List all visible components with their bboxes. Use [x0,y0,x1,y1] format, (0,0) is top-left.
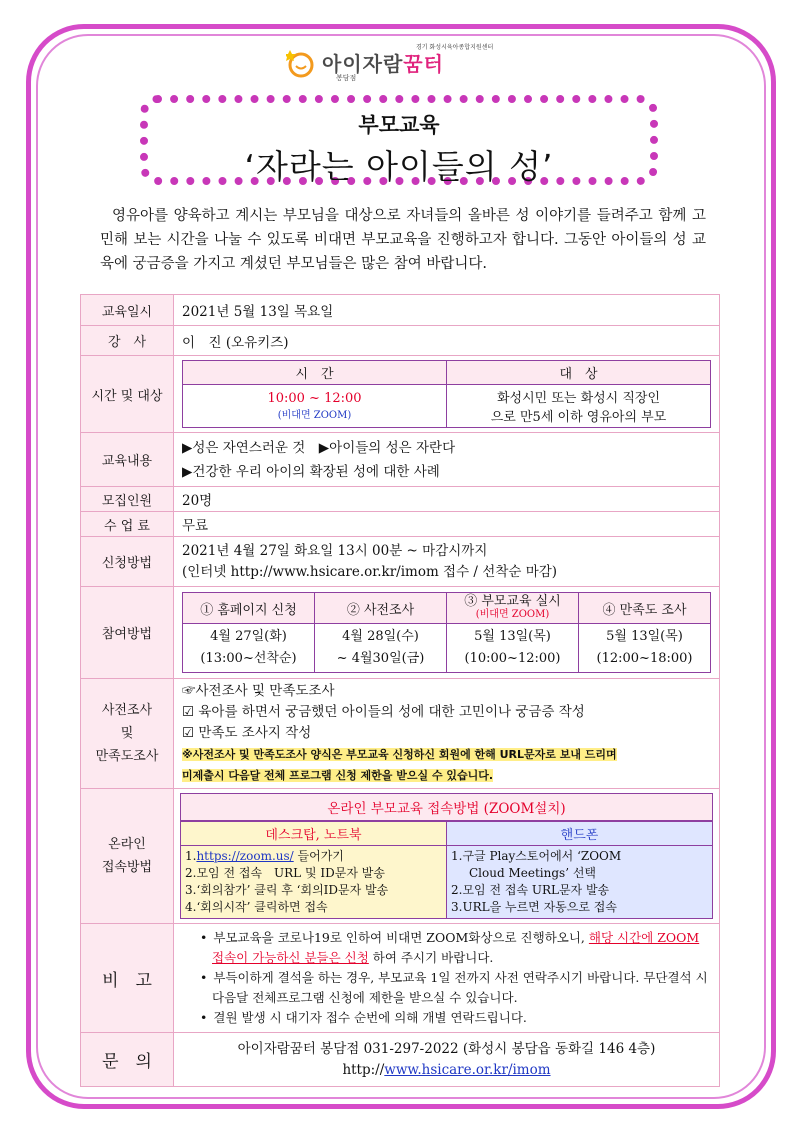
survey-line1: ☞사전조사 및 만족도조사 [182,683,335,699]
row-content [81,433,720,487]
label-survey-2: 및 [120,726,134,741]
row-lecturer [81,326,720,356]
logo-name: 아이자람꿈터 [322,52,444,76]
title-subject: 부모교육 [358,113,440,137]
step-3-title: ③ 부모교육 실시 [464,594,561,609]
step-1-detail: (13:00~선착순) [200,651,297,666]
title-box [140,95,658,185]
phone-step-3: 3.URL을 누르면 자동으로 접속 [451,900,617,914]
label-survey-1: 사전조사 [101,703,153,718]
time-note: (비대면 ZOOM) [277,410,352,421]
apply-line2: (인터넷 http://www.hsicare.or.kr/imom 접수 / 선착순 마감) [182,563,558,580]
desktop-step-4: 4.‘회의시작’ 클릭하면 접속 [185,900,328,914]
note-1: • 부모교육을 코로나19로 인하여 비대면 ZOOM화상으로 진행하오니, 해당 시간에 ZOOM접속이 가능하신 분들은 신청 하여 주시기 바랍니다. [212,928,711,968]
label-fee: 수 업 료 [81,512,174,537]
logo [282,40,522,86]
label-online-1: 온라인 [108,837,146,852]
label-apply: 신청방법 [81,537,174,587]
label-lecturer: 강 사 [81,326,174,356]
info-table [80,294,720,1087]
participate-steps [182,592,711,673]
row-time-target [81,356,720,433]
contact-line1: 아이자람꿈터 봉담점 031-297-2022 (화성시 봉담읍 동화길 146 4층) [237,1040,656,1057]
online-title: 온라인 부모교육 접속방법 (ZOOM설치) [180,793,713,821]
label-participate: 참여방법 [81,587,174,679]
row-survey [81,679,720,789]
contact-link[interactable]: www.hsicare.or.kr/imom [384,1061,551,1078]
step-2-detail: ~ 4월30일(금) [336,651,425,666]
target-line2: 으로 만5세 이하 영유아의 부모 [490,410,667,425]
apply-line1: 2021년 4월 27일 화요일 13시 00분 ~ 마감시까지 [182,542,488,559]
row-date [81,295,720,326]
phone-header: 핸드폰 [447,822,713,846]
time-header: 시 간 [183,361,447,385]
time-value: 10:00 ~ 12:00 [267,391,362,406]
title-main: ‘자라는 아이들의 성’ [244,147,554,186]
step-4-detail: (12:00~18:00) [596,651,693,666]
logo-center-label: 경기 화성시육아종합지원센터 [416,44,494,51]
step-2-date: 4월 28일(수) [342,629,419,644]
value-date: 2021년 5월 13일 목요일 [174,295,720,326]
phone-step-1: 1.구글 Play스토어에서 ‘ZOOM [451,849,622,863]
step-3-date: 5월 13일(목) [474,629,551,644]
phone-step-2: 2.모임 전 접속 URL문자 발송 [451,883,610,897]
content-line2: ▶건강한 우리 아이의 확장된 성에 대한 사례 [182,463,440,480]
row-participate [81,587,720,679]
content-line1: ▶성은 자연스러운 것 ▶아이들의 성은 자란다 [182,439,456,456]
intro-paragraph: 영유아를 양육하고 계시는 부모님을 대상으로 자녀들의 올바른 성 이야기를 들려주고 함께 고민해 보는 시간을 나눌 수 있도록 비대면 부모교육을 진행하고자 합니다. 그동안 아이들의 성 교육에 궁금증을 가지고 계셨던 부모님들은 많은 참여 바랍니다. [100,208,706,272]
notes-list [198,928,711,1028]
step-2-title: ② 사전조사 [315,593,447,624]
value-capacity: 20명 [174,487,720,512]
survey-note2: 미제출시 다음달 전체 프로그램 신청 제한을 받으실 수 있습니다. [182,769,494,782]
desktop-header: 데스크탑, 노트북 [181,822,447,846]
label-contact: 문 의 [81,1033,174,1087]
desktop-step-3: 3.‘회의참가’ 클릭 후 ‘회의ID문자 발송 [185,883,389,897]
row-apply [81,537,720,587]
logo-branch: 봉담점 [336,74,357,82]
survey-line3: ☑ 만족도 조사지 작성 [182,725,312,741]
desktop-step-2: 2.모임 전 접속 URL 및 ID문자 발송 [185,866,385,880]
row-notes [81,924,720,1033]
step-3-note: (비대면 ZOOM) [475,609,550,620]
online-methods: 데스크탑, 노트북 핸드폰 1.https://zoom.us/ 들어가기 2.모임 전 접속 URL 및 ID문자 발송 3.‘회의참가’ 클릭 후 ‘회의ID문자 발송 4.‘회의시작’ 클릭하면 접속 1.구글 Play스토어에서 ‘ZOOM Cloud Meetings’ 선택 2.모임 전 접속 URL문자 발송 3.URL을 누르면 자동으로 접속 [180,821,713,919]
row-fee [81,512,720,537]
phone-step-1b: Cloud Meetings’ 선택 [469,866,597,880]
label-notes: 비 고 [81,924,174,1033]
value-fee: 무료 [174,512,720,537]
step-1-date: 4월 27일(화) [210,629,287,644]
target-header: 대 상 [447,361,711,385]
label-online-2: 접속방법 [101,860,153,875]
label-capacity: 모집인원 [81,487,174,512]
survey-line2: ☑ 육아를 하면서 궁금했던 아이들의 성에 대한 고민이나 궁금증 작성 [182,704,585,720]
label-survey-3: 만족도조사 [95,749,159,764]
note-3: • 결원 발생 시 대기자 접수 순번에 의해 개별 연락드립니다. [212,1008,711,1028]
step-3-detail: (10:00~12:00) [464,651,561,666]
row-contact: 문 의 아이자람꿈터 봉담점 031-297-2022 (화성시 봉담읍 동화길 146 4층) http://www.hsicare.or.kr/imom [81,1033,720,1087]
survey-note1: ※사전조사 및 만족도조사 양식은 부모교육 신청하신 회원에 한해 URL문자로 보내 드리며 [182,748,617,761]
label-content: 교육내용 [81,433,174,487]
row-online [81,789,720,924]
value-lecturer: 이 진 (오유키즈) [174,326,720,356]
row-capacity [81,487,720,512]
step-1-title: ① 홈페이지 신청 [183,593,315,624]
label-time-target: 시간 및 대상 [81,356,174,433]
zoom-link[interactable]: https://zoom.us/ [196,849,294,863]
label-date: 교육일시 [81,295,174,326]
step-4-title: ④ 만족도 조사 [579,593,711,624]
step-4-date: 5월 13일(목) [606,629,683,644]
note-2: • 부득이하게 결석을 하는 경우, 부모교육 1일 전까지 사전 연락주시기 바랍니다. 무단결석 시 다음달 전체프로그램 신청에 제한을 받으실 수 있습니다. [212,968,711,1008]
smiling-sun-icon [286,48,316,78]
time-target-table [182,360,711,428]
target-line1: 화성시민 또는 화성시 직장인 [496,391,661,406]
